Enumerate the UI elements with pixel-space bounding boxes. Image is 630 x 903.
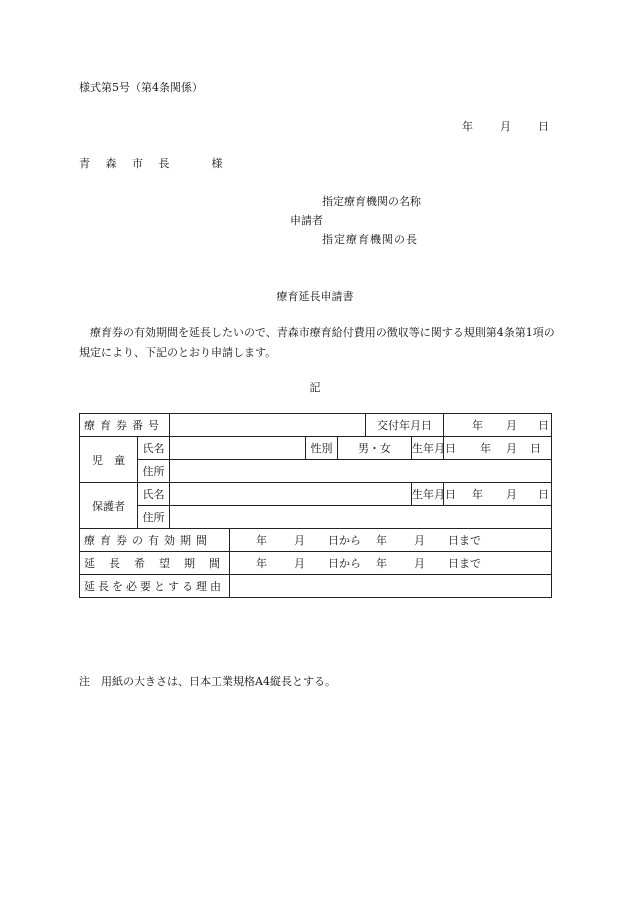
guardian-birth-month-label: 月 — [506, 488, 517, 501]
child-name-row — [80, 437, 552, 460]
applicant-label: 申請者 — [290, 214, 323, 227]
child-birth-month-label: 月 — [506, 442, 517, 455]
validity-period-label: 療育券の有効期間 — [80, 529, 230, 552]
certificate-number-label: 療育券番号 — [80, 414, 170, 437]
issue-date-label: 交付年月日 — [366, 414, 444, 437]
extension-period-row — [80, 552, 552, 575]
document-title: 療育延長申請書 — [276, 290, 354, 303]
child-label: 児 童 — [80, 437, 138, 483]
issue-day-label: 日 — [538, 419, 549, 432]
date-month-label: 月 — [500, 120, 511, 133]
reason-row — [80, 575, 552, 598]
institution-name-label: 指定療育機関の名称 — [322, 195, 421, 208]
extension-to-month: 月 — [414, 557, 425, 570]
issue-year-label: 年 — [472, 419, 483, 432]
validity-to-day: 日まで — [448, 534, 481, 547]
reason-field[interactable] — [230, 575, 552, 598]
child-birth-day-label: 日 — [530, 442, 541, 455]
guardian-name-row — [80, 483, 552, 506]
child-name-field[interactable] — [170, 437, 306, 460]
validity-to-month: 月 — [414, 534, 425, 547]
guardian-birth-date-label: 生年月日 — [412, 483, 444, 506]
validity-period-field[interactable] — [230, 529, 552, 552]
guardian-birth-day-label: 日 — [538, 488, 549, 501]
date-day-label: 日 — [538, 120, 549, 133]
validity-period-row — [80, 529, 552, 552]
guardian-birth-year-label: 年 — [472, 488, 483, 501]
issue-date-field[interactable] — [444, 414, 552, 437]
addressee: 青 森 市 長 様 — [79, 157, 229, 170]
extension-from-day: 日から — [328, 557, 361, 570]
guardian-name-field[interactable] — [170, 483, 412, 506]
extension-to-day: 日まで — [448, 557, 481, 570]
guardian-birth-date-field[interactable] — [444, 483, 552, 506]
validity-from-day: 日から — [328, 534, 361, 547]
extension-from-year: 年 — [256, 557, 267, 570]
guardian-address-label: 住所 — [138, 506, 170, 529]
form-number: 様式第5号（第4条関係） — [79, 81, 203, 94]
validity-from-month: 月 — [294, 534, 305, 547]
extension-period-label: 延長希望期間 — [80, 552, 230, 575]
footer-note: 注 用紙の大きさは、日本工業規格A4縦長とする。 — [79, 675, 336, 688]
extension-to-year: 年 — [376, 557, 387, 570]
application-form-table — [79, 413, 552, 598]
validity-to-year: 年 — [376, 534, 387, 547]
institution-head-label: 指定療育機関の長 — [322, 233, 418, 246]
reason-label: 延長を必要とする理由 — [80, 575, 230, 598]
sex-options[interactable]: 男・女 — [338, 437, 412, 460]
child-birth-date-label: 生年月日 — [412, 437, 444, 460]
guardian-name-label: 氏名 — [138, 483, 170, 506]
validity-from-year: 年 — [256, 534, 267, 547]
child-address-label: 住所 — [138, 460, 170, 483]
extension-from-month: 月 — [294, 557, 305, 570]
body-paragraph: 療育券の有効期間を延長したいので、青森市療育給付費用の徴収等に関する規則第4条第1項の規定により、下記のとおり申請します。 — [79, 326, 555, 359]
issue-month-label: 月 — [506, 419, 517, 432]
guardian-label: 保護者 — [80, 483, 138, 529]
sex-label: 性別 — [306, 437, 338, 460]
child-birth-date-field[interactable] — [444, 437, 552, 460]
extension-period-field[interactable] — [230, 552, 552, 575]
submission-date — [462, 118, 549, 134]
child-address-row — [80, 460, 552, 483]
child-name-label: 氏名 — [138, 437, 170, 460]
child-address-field[interactable] — [170, 460, 552, 483]
child-birth-year-label: 年 — [480, 442, 491, 455]
certificate-number-field[interactable] — [170, 414, 366, 437]
guardian-address-row — [80, 506, 552, 529]
guardian-address-field[interactable] — [170, 506, 552, 529]
date-year-label: 年 — [462, 120, 473, 133]
certificate-number-row — [80, 414, 552, 437]
ki-heading: 記 — [309, 381, 321, 394]
